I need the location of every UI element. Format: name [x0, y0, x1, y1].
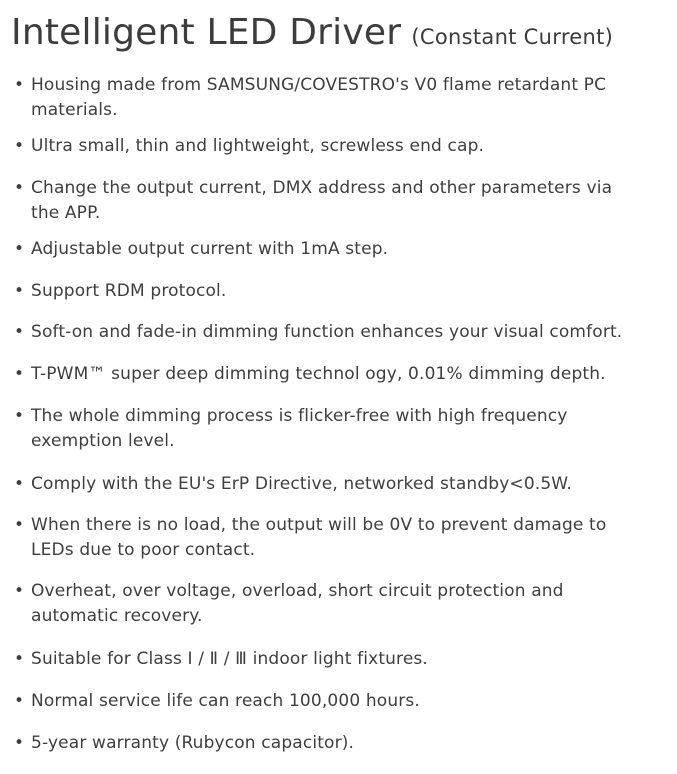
- list-item: [14, 647, 624, 672]
- list-item: [14, 237, 624, 262]
- list-item: [14, 513, 624, 563]
- list-item-text: T-PWM™ super deep dimming technol ogy, 0.01% dimming depth.: [31, 364, 606, 384]
- list-item: [14, 73, 624, 123]
- list-item: [14, 362, 624, 387]
- bullet-icon: •: [14, 178, 25, 198]
- bullet-icon: •: [14, 474, 25, 494]
- list-item: [14, 320, 624, 345]
- bullet-icon: •: [14, 515, 25, 535]
- list-item-text: Adjustable output current with 1mA step.: [31, 239, 389, 259]
- list-item-text: 5-year warranty (Rubycon capacitor).: [31, 733, 355, 753]
- title-subtitle: (Constant Current): [411, 25, 614, 49]
- bullet-icon: •: [14, 649, 25, 669]
- list-item-text: Ultra small, thin and lightweight, screwless end cap.: [31, 136, 485, 156]
- list-item-text: Change the output current, DMX address and other parameters via the APP.: [31, 178, 613, 223]
- bullet-icon: •: [14, 239, 25, 259]
- list-item-text: Support RDM protocol.: [31, 281, 227, 301]
- bullet-icon: •: [14, 75, 25, 95]
- list-item-text: Soft-on and fade-in dimming function enhances your visual comfort.: [31, 322, 623, 342]
- list-item-text: The whole dimming process is flicker-free with high frequency exemption level.: [31, 406, 568, 451]
- title-main: Intelligent LED Driver: [11, 12, 402, 53]
- list-item-text: Comply with the EU's ErP Directive, networked standby<0.5W.: [31, 474, 572, 494]
- bullet-icon: •: [14, 322, 25, 342]
- bullet-icon: •: [14, 364, 25, 384]
- bullet-icon: •: [14, 406, 25, 426]
- page-title: [11, 12, 613, 53]
- list-item: [14, 689, 624, 714]
- list-item: [14, 472, 624, 497]
- list-item-text: Suitable for Class Ⅰ / Ⅱ / Ⅲ indoor light fixtures.: [31, 649, 428, 669]
- list-item: [14, 579, 624, 629]
- list-item: [14, 176, 624, 226]
- list-item: [14, 134, 624, 159]
- bullet-icon: •: [14, 136, 25, 156]
- list-item: [14, 731, 624, 756]
- list-item: [14, 279, 624, 304]
- list-item-text: Normal service life can reach 100,000 hours.: [31, 691, 420, 711]
- bullet-icon: •: [14, 733, 25, 753]
- list-item-text: Housing made from SAMSUNG/COVESTRO's V0 flame retardant PC materials.: [31, 75, 607, 120]
- list-item-text: Overheat, over voltage, overload, short circuit protection and automatic recovery.: [31, 581, 564, 626]
- bullet-icon: •: [14, 581, 25, 601]
- bullet-icon: •: [14, 691, 25, 711]
- list-item-text: When there is no load, the output will be 0V to prevent damage to LEDs due to poor contact.: [31, 515, 607, 560]
- list-item: [14, 404, 624, 454]
- bullet-icon: •: [14, 281, 25, 301]
